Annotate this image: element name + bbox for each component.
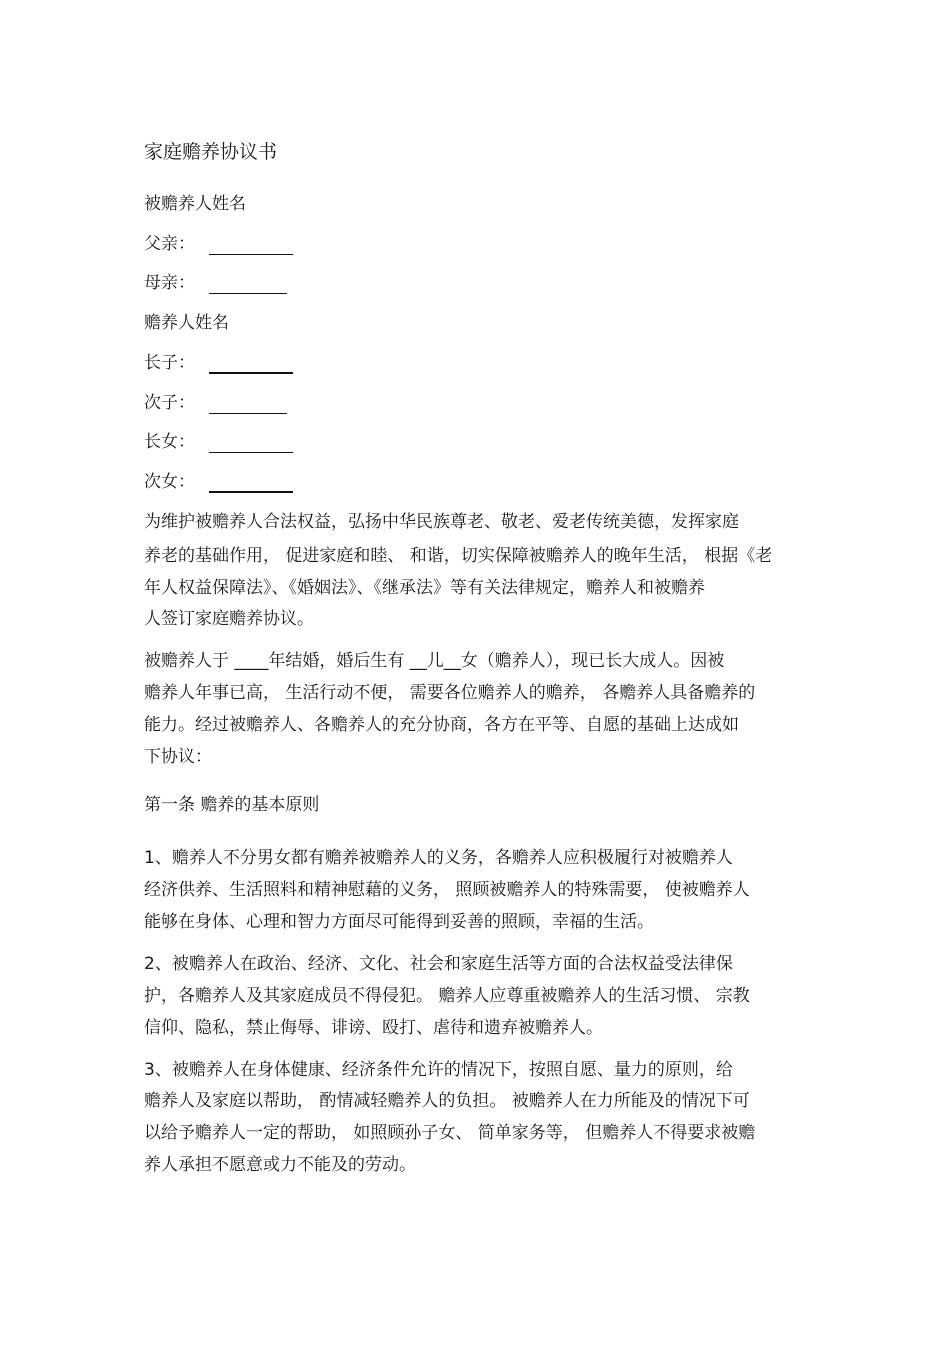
clause-line: 信仰、隐私，禁止侮辱、诽谤、殴打、虐待和遗弃被赡养人。 — [144, 1018, 603, 1038]
clause-line: 能够在身体、心理和智力方面尽可能得到妥善的照顾，幸福的生活。 — [144, 912, 654, 932]
supporters-heading: 赡养人姓名 — [144, 313, 229, 333]
father-label: 父亲： — [144, 234, 195, 254]
second-son-blank — [209, 395, 287, 414]
clause-line: 护，各赡养人及其家庭成员不得侵犯。 赡养人应尊重被赡养人的生活习惯、 宗教 — [144, 986, 750, 1006]
eldest-daughter-blank — [209, 434, 293, 453]
second-son-field — [144, 392, 287, 414]
intro-line: 年人权益保障法》、《婚姻法》、《继承法》等有关法律规定，赡养人和被赡养 — [144, 578, 705, 598]
mother-label: 母亲： — [144, 273, 195, 293]
second-daughter-blank — [209, 473, 293, 493]
intro-line: 养老的基础作用， 促进家庭和睦、 和谐，切实保障被赡养人的晚年生活， 根据《老 — [144, 546, 773, 566]
second-daughter-field — [144, 471, 293, 493]
background-line: 能力。经过被赡养人、各赡养人的充分协商，各方在平等、自愿的基础上达成如 — [144, 715, 739, 735]
clause-line: 养人承担不愿意或力不能及的劳动。 — [144, 1155, 416, 1175]
background-line: 赡养人年事已高， 生活行动不便， 需要各位赡养人的赡养， 各赡养人具备赡养的 — [144, 683, 756, 703]
clause-line: 2、被赡养人在政治、经济、文化、社会和家庭生活等方面的合法权益受法律保 — [144, 954, 733, 974]
article-one-title: 第一条 赡养的基本原则 — [144, 795, 320, 815]
intro-line: 为维护被赡养人合法权益，弘扬中华民族尊老、敬老、爱老传统美德，发挥家庭 — [144, 512, 739, 532]
mother-field — [144, 272, 287, 294]
clause-line: 以给予赡养人一定的帮助， 如照顾孙子女、 简单家务等， 但赡养人不得要求被赡 — [144, 1123, 756, 1143]
supported-heading: 被赡养人姓名 — [144, 194, 246, 214]
clause-line: 1、赡养人不分男女都有赡养被赡养人的义务，各赡养人应积极履行对被赡养人 — [144, 848, 733, 868]
mother-blank — [209, 275, 287, 294]
eldest-son-field — [144, 352, 293, 374]
eldest-daughter-field — [144, 431, 293, 453]
eldest-son-blank — [209, 354, 293, 374]
document-title: 家庭赡养协议书 — [144, 141, 278, 163]
background-line: 下协议： — [144, 747, 212, 767]
clause-line: 3、被赡养人在身体健康、经济条件允许的情况下，按照自愿、量力的原则，给 — [144, 1060, 733, 1080]
intro-line: 人签订家庭赡养协议。 — [144, 609, 314, 629]
eldest-daughter-label: 长女： — [144, 432, 195, 452]
background-line: 被赡养人于 ____年结婚，婚后生有 __儿__女（赡养人），现已长大成人。因被 — [144, 651, 725, 671]
clause-line: 赡养人及家庭以帮助， 酌情减轻赡养人的负担。 被赡养人在力所能及的情况下可 — [144, 1091, 750, 1111]
clause-line: 经济供养、生活照料和精神慰藉的义务， 照顾被赡养人的特殊需要， 使被赡养人 — [144, 880, 750, 900]
father-field — [144, 233, 293, 255]
father-blank — [209, 236, 293, 255]
second-son-label: 次子： — [144, 393, 195, 413]
second-daughter-label: 次女： — [144, 472, 195, 492]
eldest-son-label: 长子： — [144, 353, 195, 373]
